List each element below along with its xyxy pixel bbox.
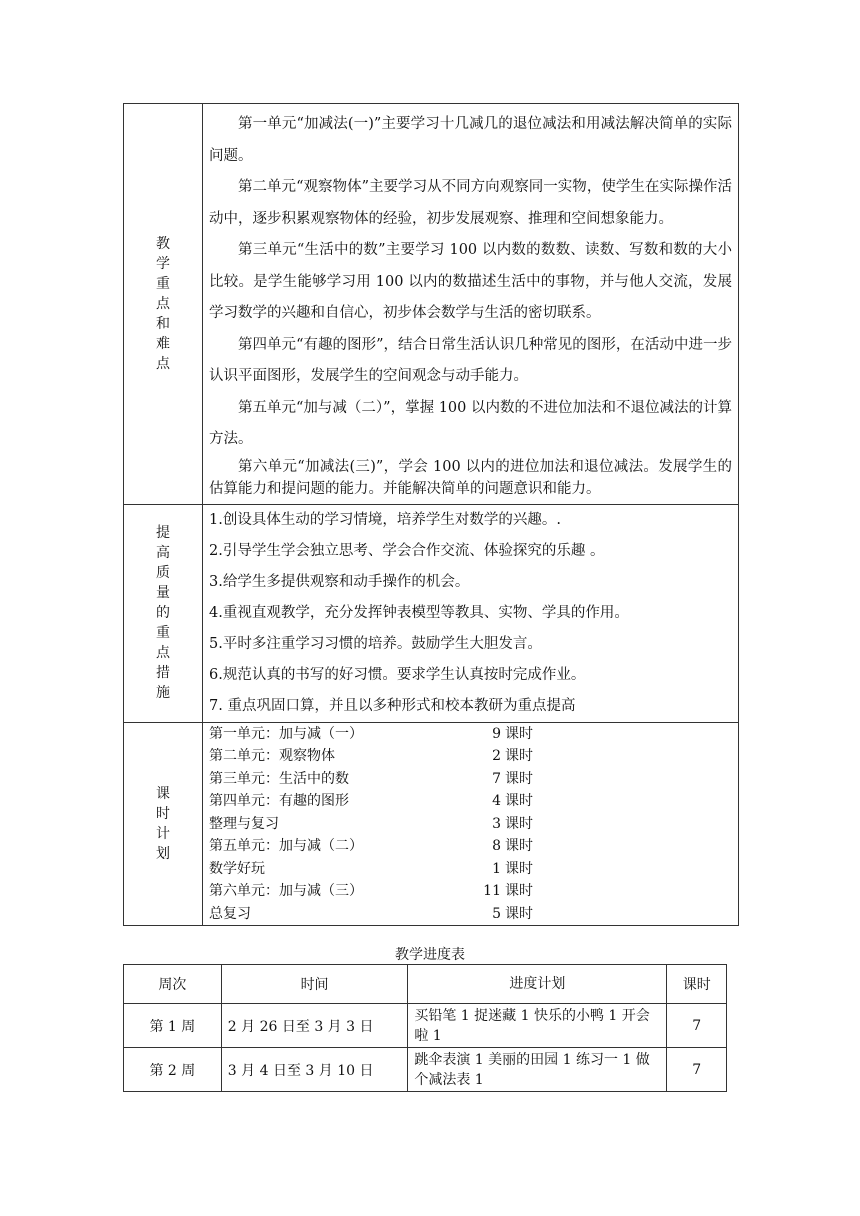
measure-item: 3.给学生多提供观察和动手操作的机会。 (209, 573, 470, 590)
header-hours: 课时 (667, 965, 727, 1004)
measure-item: 7. 重点巩固口算，并且以多种形式和校本教研为重点提高 (209, 697, 576, 714)
hours-line: 整理与复习 3 课时 (209, 815, 533, 832)
unit-5-paragraph: 第五单元“加与减（二）”，掌握 100 以内数的不进位加法和不退位减法的计算方法。 (209, 399, 732, 447)
measure-item: 1.创设具体生动的学习情境，培养学生对数学的兴趣。. (209, 511, 561, 528)
schedule-title: 教学进度表 (395, 947, 465, 963)
header-time: 时间 (221, 965, 408, 1004)
schedule-table (123, 964, 727, 1092)
header-week: 周次 (124, 965, 222, 1004)
week-cell: 第 1 周 (124, 1004, 222, 1048)
unit-6-paragraph: 第六单元“加减法(三)”，学会 100 以内的进位加法和退位减法。发展学生的估算能力和提问题的能力。并能解决简单的问题意识和能力。 (209, 458, 732, 497)
plan-cell: 跳伞表演 1 美丽的田园 1 练习一 1 做个减法表 1 (408, 1048, 667, 1092)
unit-2-paragraph: 第二单元“观察物体”主要学习从不同方向观察同一实物，使学生在实际操作活动中，逐步积累观察物体的经验，初步发展观察、推理和空间想象能力。 (209, 179, 732, 227)
time-cell: 2 月 26 日至 3 月 3 日 (221, 1004, 408, 1048)
unit-3-paragraph: 第三单元“生活中的数”主要学习 100 以内数的数数、读数、写数和数的大小比较。是学生能够学习用 100 以内的数描述生活中的事物，并与他人交流，发展学习数学的兴趣和自信心，初步体会数学与生活的密切联系。 (209, 242, 732, 321)
header-plan: 进度计划 (408, 965, 667, 1004)
plan-cell: 买铅笔 1 捉迷藏 1 快乐的小鸭 1 开会啦 1 (408, 1004, 667, 1048)
unit-1-paragraph: 第一单元“加减法(一)”主要学习十几减几的退位减法和用减法解决简单的实际问题。 (209, 116, 732, 164)
measures-content (203, 504, 739, 722)
measures-row (124, 504, 739, 722)
measure-item: 5.平时多注重学习习惯的培养。鼓励学生大胆发言。 (209, 635, 542, 652)
schedule-header-row (124, 965, 727, 1004)
teaching-plan-table (123, 103, 739, 926)
hours-line: 第六单元：加与减（三） 11 课时 (209, 883, 533, 899)
key-points-content (203, 104, 739, 505)
hours-line: 第三单元：生活中的数 7 课时 (209, 770, 533, 787)
hours-line: 数学好玩 1 课时 (209, 860, 533, 877)
hours-plan-content (203, 722, 739, 926)
key-points-label: 教学重点和难点 (156, 235, 170, 372)
schedule-row (124, 1004, 727, 1048)
hours-line: 第一单元：加与减（一） 9 课时 (209, 725, 533, 742)
hours-line: 总复习 5 课时 (209, 905, 533, 922)
key-points-row (124, 104, 739, 505)
hours-plan-row (124, 722, 739, 926)
week-cell: 第 2 周 (124, 1048, 222, 1092)
measure-item: 2.引导学生学会独立思考、学会合作交流、体验探究的乐趣 。 (209, 542, 605, 559)
hours-line: 第五单元：加与减（二） 8 课时 (209, 838, 533, 854)
time-cell: 3 月 4 日至 3 月 10 日 (221, 1048, 408, 1092)
hours-line: 第四单元：有趣的图形 4 课时 (209, 793, 533, 809)
unit-4-paragraph: 第四单元“有趣的图形”，结合日常生活认识几种常见的图形，在活动中进一步认识平面图形，发展学生的空间观念与动手能力。 (209, 336, 732, 384)
measures-label: 提高质量的重点措施 (156, 525, 170, 701)
hours-cell: 7 (667, 1004, 727, 1048)
measure-item: 6.规范认真的书写的好习惯。要求学生认真按时完成作业。 (209, 666, 586, 683)
hours-line: 第二单元：观察物体 2 课时 (209, 748, 533, 764)
schedule-row (124, 1048, 727, 1092)
hours-cell: 7 (667, 1048, 727, 1092)
hours-plan-label: 课时计划 (156, 785, 170, 862)
measure-item: 4.重视直观教学，充分发挥钟表模型等教具、实物、学具的作用。 (209, 604, 629, 621)
